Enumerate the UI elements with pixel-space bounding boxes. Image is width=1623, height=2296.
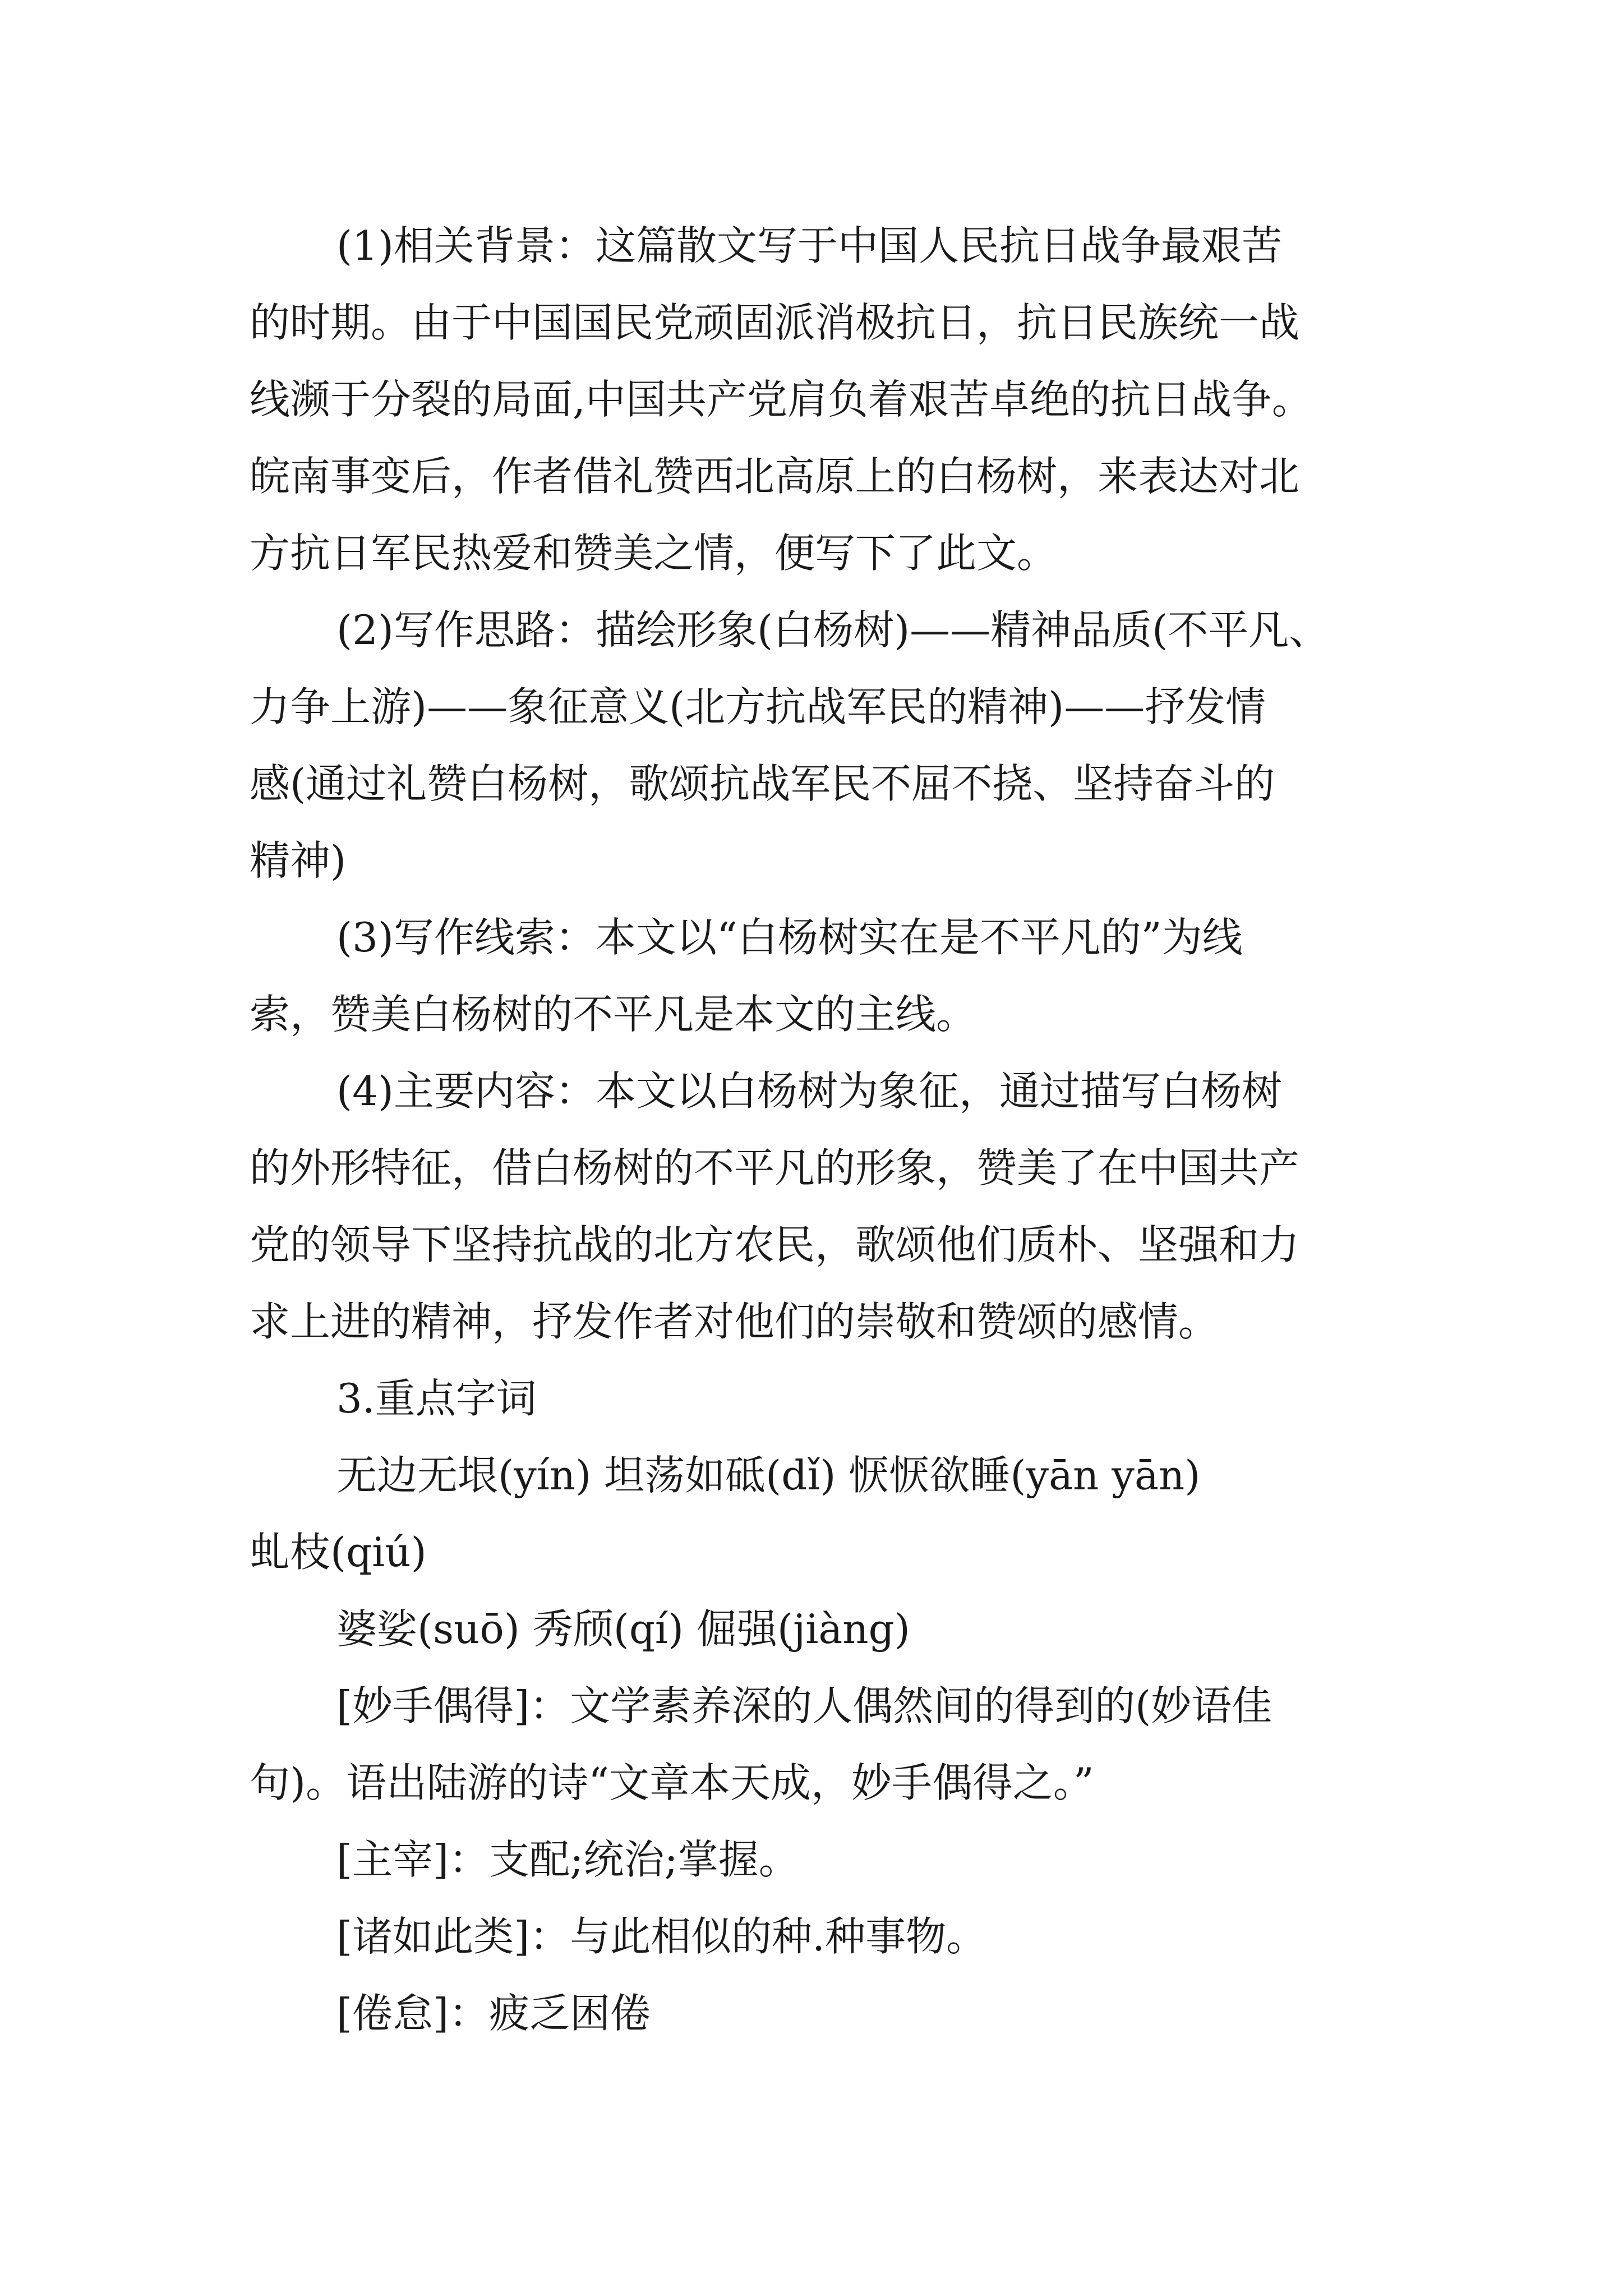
- paragraph-line: 精神): [250, 837, 347, 884]
- vocabulary-group-1: [250, 1437, 1427, 1591]
- definition-miaoshououde: [250, 1668, 1427, 1821]
- paragraph-line: 党的领导下坚持抗战的北方农民，歌颂他们质朴、坚强和力: [250, 1221, 1300, 1268]
- paragraph-line: (1)相关背景：这篇散文写于中国人民抗日战争最艰苦: [336, 222, 1282, 269]
- section-heading: 3.重点字词: [336, 1375, 537, 1422]
- paragraph-main-content: [250, 1053, 1427, 1360]
- paragraph-line: 的时期。由于中国国民党顽固派消极抗日，抗日民族统一战: [250, 299, 1300, 346]
- paragraph-line: 力争上游)——象征意义(北方抗战军民的精神)——抒发情: [250, 683, 1266, 730]
- vocabulary-line: 无边无垠(yín) 坦荡如砥(dǐ) 恹恹欲睡(yān yān): [336, 1452, 1201, 1499]
- paragraph-line: (4)主要内容：本文以白杨树为象征，通过描写白杨树: [336, 1068, 1282, 1115]
- vocabulary-line: 婆娑(suō) 秀颀(qí) 倔强(jiàng): [336, 1605, 910, 1653]
- definition-juandai: [倦怠]：疲乏困倦: [336, 1990, 651, 2037]
- paragraph-line: 皖南事变后，作者借礼赞西北高原上的白杨树，来表达对北: [250, 453, 1300, 500]
- definition-line: [妙手偶得]：文学素养深的人偶然间的得到的(妙语佳: [336, 1682, 1272, 1729]
- paragraph-line: 索，赞美白杨树的不平凡是本文的主线。: [250, 991, 977, 1038]
- paragraph-line: 线濒于分裂的局面,中国共产党肩负着艰苦卓绝的抗日战争。: [250, 376, 1312, 423]
- paragraph-line: (3)写作线索：本文以“白杨树实在是不平凡的”为线: [336, 914, 1243, 961]
- paragraph-background: [250, 208, 1427, 592]
- document-body: [250, 208, 1427, 2052]
- paragraph-writing-approach: [250, 592, 1427, 899]
- paragraph-line: 方抗日军民热爱和赞美之情，便写下了此文。: [250, 530, 1058, 577]
- definition-zhuzai: [主宰]：支配;统治;掌握。: [336, 1836, 799, 1883]
- definition-zhurucilei: [诸如此类]：与此相似的种.种事物。: [336, 1913, 987, 1960]
- vocabulary-line: 虬枝(qiú): [250, 1529, 427, 1576]
- paragraph-line: (2)写作思路：描绘形象(白杨树)——精神品质(不平凡、: [336, 606, 1330, 654]
- paragraph-line: 的外形特征，借白杨树的不平凡的形象，赞美了在中国共产: [250, 1144, 1300, 1191]
- paragraph-line: 求上进的精神，抒发作者对他们的崇敬和赞颂的感情。: [250, 1298, 1219, 1345]
- definition-line: 句)。语出陆游的诗“文章本天成，妙手偶得之。”: [250, 1759, 1094, 1806]
- paragraph-writing-clue: [250, 899, 1427, 1053]
- paragraph-line: 感(通过礼赞白杨树，歌颂抗战军民不屈不挠、坚持奋斗的: [250, 760, 1275, 807]
